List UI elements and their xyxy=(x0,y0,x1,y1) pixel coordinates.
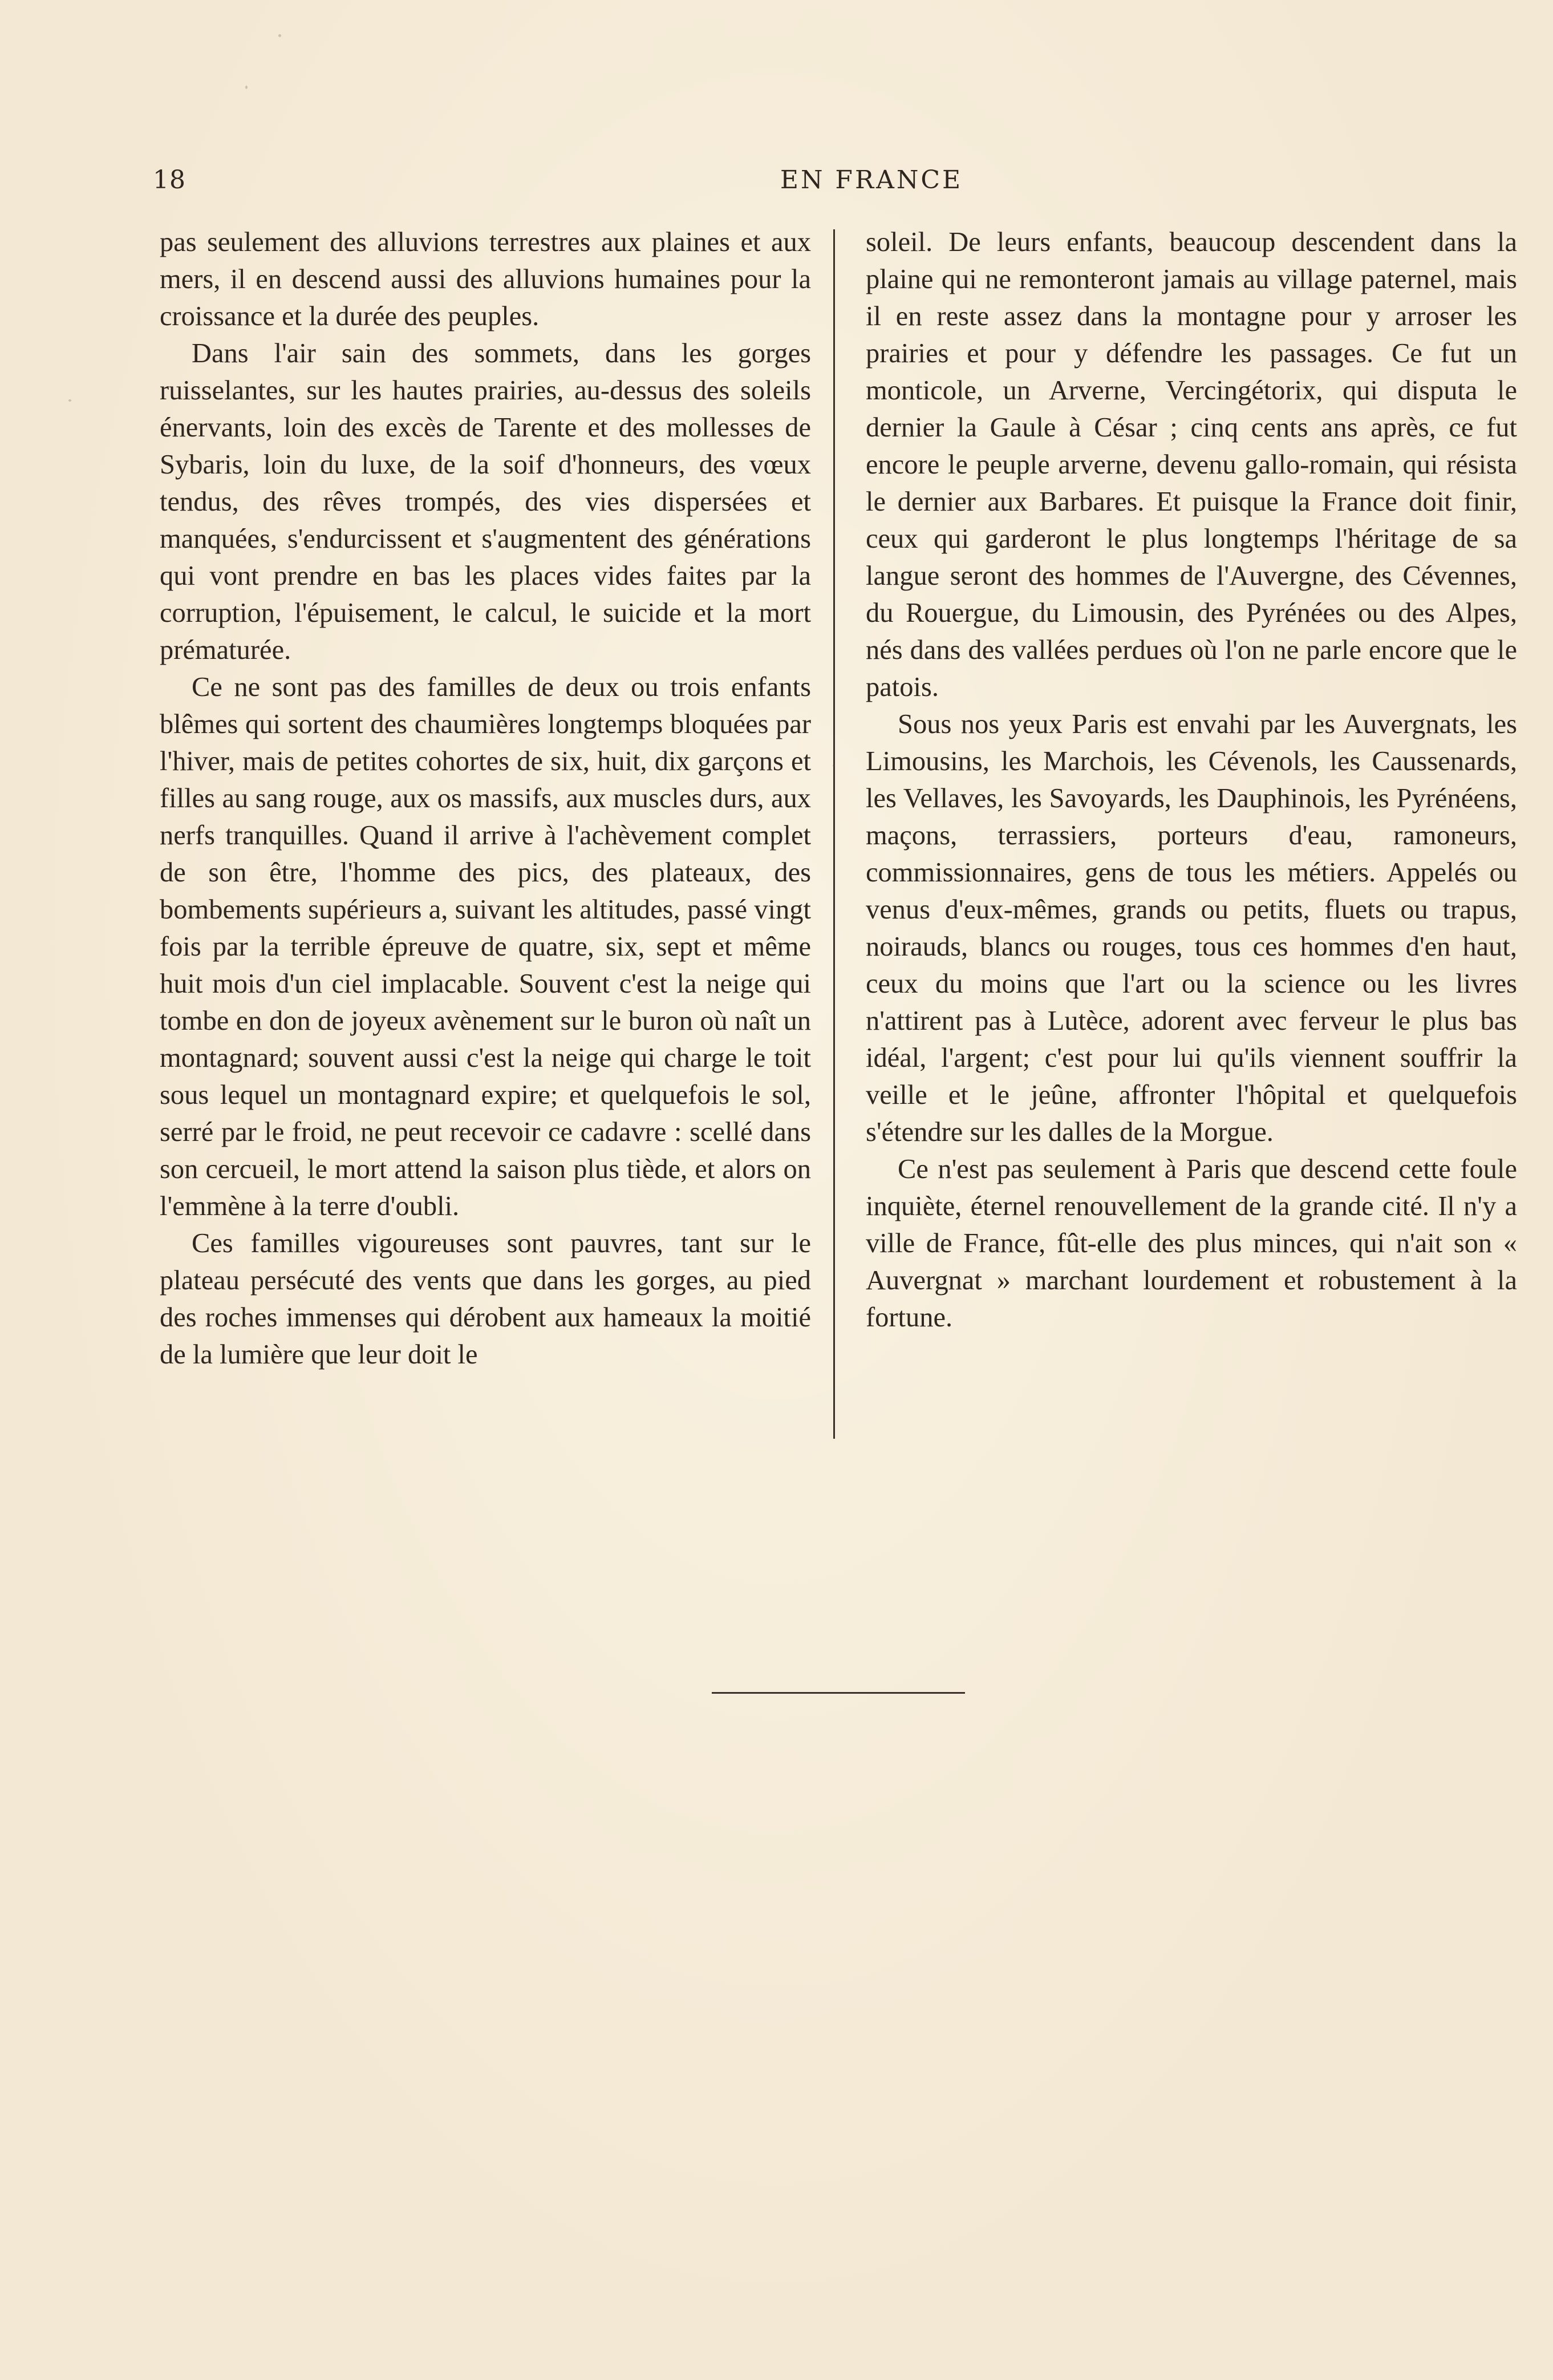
page-number: 18 xyxy=(153,165,186,195)
paper-speck xyxy=(68,399,71,402)
end-rule xyxy=(712,1692,965,1694)
running-title: EN FRANCE xyxy=(780,165,963,195)
paragraph: Sous nos yeux Paris est envahi par les Auvergnats, les Limousins, les Marchois, les Cévenols, les Caussenards, les Vellaves, les Savoyards, les Dauphinois, les Pyrénéens, maçons, terrassiers, porteurs d'eau, ramoneurs, commissionnaires, gens de tous les métiers. Appelés ou venus d'eux-mêmes, grands ou petits, fluets ou trapus, noirauds, blancs ou rouges, tous ces hommes d'en haut, ceux du moins que l'art ou la science ou les livres n'attirent pas à Lutèce, adorent avec ferveur le plus bas idéal, l'argent; c'est pour lui qu'ils viennent souffrir la veille et le jeûne, affronter l'hôpital et quelquefois s'étendre sur les dalles de la Morgue. xyxy=(866,709,1517,1147)
paper-speck xyxy=(278,34,281,37)
left-column xyxy=(160,224,811,1373)
paragraph: Ce n'est pas seulement à Paris que descend cette foule inquiète, éternel renouvellement de la grande cité. Il n'y a ville de France, fût-elle des plus minces, qui n'ait son « Auvergnat » marchant lourdement et robustement à la fortune. xyxy=(866,1154,1517,1333)
paragraph: Dans l'air sain des sommets, dans les gorges ruisselantes, sur les hautes prairies, au-dessus des soleils énervants, loin des excès de Tarente et des mollesses de Sybaris, loin du luxe, de la soif d'honneurs, des vœux tendus, des rêves trompés, des vies dispersées et manquées, s'endurcissent et s'augmentent des générations qui vont prendre en bas les places vides faites par la corruption, l'épuisement, le calcul, le suicide et la mort prématurée. xyxy=(160,338,811,665)
paragraph: soleil. De leurs enfants, beaucoup descendent dans la plaine qui ne remonteront jamais au village paternel, mais il en reste assez dans la montagne pour y arroser les prairies et pour y défendre les passages. Ce fut un monticole, un Arverne, Vercingétorix, qui disputa le dernier la Gaule à César ; cinq cents ans après, ce fut encore le peuple arverne, devenu gallo-romain, qui résista le dernier aux Barbares. Et puisque la France doit finir, ceux qui garderont le plus longtemps l'héritage de sa langue seront des hommes de l'Auvergne, des Cévennes, du Rouergue, du Limousin, des Pyrénées ou des Alpes, nés dans des vallées perdues où l'on ne parle encore que le patois. xyxy=(866,227,1517,702)
paragraph: pas seulement des alluvions terrestres aux plaines et aux mers, il en descend aussi des alluvions humaines pour la croissance et la durée des peuples. xyxy=(160,227,811,331)
paper-speck xyxy=(833,764,835,767)
right-column xyxy=(866,224,1517,1336)
paragraph: Ce ne sont pas des familles de deux ou trois enfants blêmes qui sortent des chaumières longtemps bloquées par l'hiver, mais de petites cohortes de six, huit, dix garçons et filles au sang rouge, aux os massifs, aux muscles durs, aux nerfs tranquilles. Quand il arrive à l'achèvement complet de son être, l'homme des pics, des plateaux, des bombements supérieurs a, suivant les altitudes, passé vingt fois par la terrible épreuve de quatre, six, sept et même huit mois d'un ciel implacable. Souvent c'est la neige qui tombe en don de joyeux avènement sur le buron où naît un montagnard; souvent aussi c'est la neige qui charge le toit sous lequel un montagnard expire; et quelquefois le sol, serré par le froid, ne peut recevoir ce cadavre : scellé dans son cercueil, le mort attend la saison plus tiède, et alors on l'emmène à la terre d'oubli. xyxy=(160,672,811,1221)
column-divider xyxy=(833,229,835,1439)
paragraph: Ces familles vigoureuses sont pauvres, tant sur le plateau persécuté des vents que dans les gorges, au pied des roches immenses qui dérobent aux hameaux la moitié de la lumière que leur doit le xyxy=(160,1228,811,1370)
paper-speck xyxy=(245,86,248,89)
page-header xyxy=(153,165,1516,200)
